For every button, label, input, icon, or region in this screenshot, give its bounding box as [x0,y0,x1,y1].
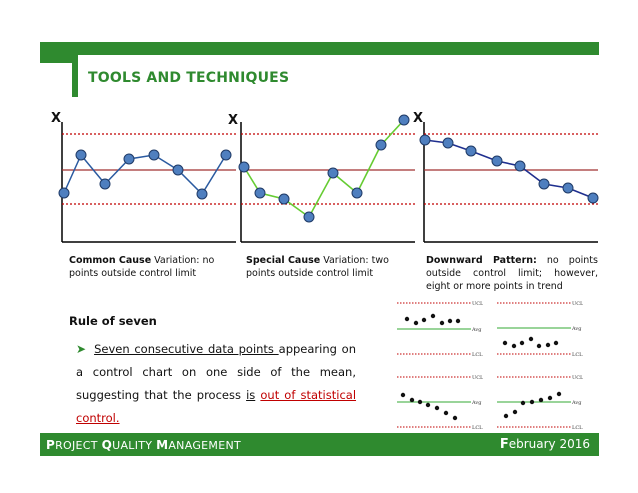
data-point [422,318,426,322]
ucl-label: UCL [472,301,483,307]
data-point [503,341,507,345]
footer-title [46,438,241,452]
data-point [513,410,517,414]
avg-label: Avg [472,327,482,333]
data-point [376,140,386,150]
data-point [530,400,534,404]
data-point [76,150,86,160]
data-point [515,161,525,171]
data-point [239,162,249,172]
data-point [492,156,502,166]
data-point [548,396,552,400]
footer-text: ROJECT [55,439,102,452]
caption-text: Variation: two points outside control limit [246,255,389,279]
rule-segment: Seven consecutive data points [94,342,279,356]
data-point [124,154,134,164]
data-point [557,392,561,396]
footer-cap: M [156,438,169,452]
caption-text: no points outside control limit; however, eight or more points in trend [426,255,598,292]
arrow-bullet-icon: ➤ [76,342,87,356]
data-point [466,146,476,156]
caption-bold: Downward Pattern: [426,255,537,266]
data-point [588,193,598,203]
ucl-label: UCL [572,301,583,307]
data-point [414,321,418,325]
data-point [456,319,460,323]
rule-segment-highlight: out of statistical control. [76,388,357,425]
caption-special-cause [246,254,406,280]
rule-segment: is [246,388,256,402]
ucl-label: UCL [572,375,583,381]
caption-downward-pattern [426,254,598,293]
axis-x-label: X [228,113,239,128]
page-title: TOOLS AND TECHNIQUES [88,70,290,86]
data-point [426,403,430,407]
rule-text [76,338,356,430]
common-cause-chart [48,108,238,248]
data-point [563,183,573,193]
rule-title: Rule of seven [69,314,157,328]
data-point [512,344,516,348]
avg-label: Avg [572,400,582,406]
downward-pattern-chart [410,108,600,248]
data-point [537,344,541,348]
ucl-label: UCL [472,375,483,381]
data-point [304,212,314,222]
data-point [453,416,457,420]
footer-date [500,437,590,452]
lcl-label: LCL [572,425,583,431]
lcl-label: LCL [472,425,483,431]
footer-text: UALITY [112,439,157,452]
mini-chart-above-mean [393,298,483,358]
data-point [279,194,289,204]
avg-label: Avg [472,400,482,406]
data-point [539,179,549,189]
footer-cap: F [499,437,509,452]
rule-segment: appearing on a control chart on one side of the mean, suggesting that the process [76,342,356,402]
data-point [444,411,448,415]
footer-cap: Q [101,438,113,452]
data-point [448,319,452,323]
data-point [401,393,405,397]
data-point [328,168,338,178]
caption-common-cause [69,254,234,280]
data-point [504,414,508,418]
lcl-label: LCL [472,352,483,358]
data-point [410,398,414,402]
data-point [520,341,524,345]
data-point [59,188,69,198]
data-point [405,317,409,321]
data-point [197,189,207,199]
data-point [100,179,110,189]
caption-bold: Special Cause [246,255,321,266]
footer-text: ebruary 2016 [508,437,590,451]
data-point [521,401,525,405]
series-line [64,155,226,194]
data-point [420,135,430,145]
caption-text: Variation: no points outside control limit [69,255,215,279]
data-point [440,321,444,325]
data-point [529,337,533,341]
special-cause-chart [227,108,417,248]
axis-x-label: X [51,111,62,126]
data-point [418,400,422,404]
caption-bold: Common Cause [69,255,152,266]
mini-chart-downward [393,372,483,432]
mini-chart-upward [493,372,583,432]
data-point [435,406,439,410]
data-point [443,138,453,148]
data-point [546,343,550,347]
data-point [431,314,435,318]
mini-chart-below-mean [493,298,583,358]
series-line [244,120,404,217]
footer-cap: P [46,438,56,452]
data-point [352,188,362,198]
data-point [255,188,265,198]
data-point [554,341,558,345]
data-point [399,115,409,125]
axis-x-label: X [413,111,424,126]
avg-label: Avg [572,326,582,332]
footer-text: ANAGEMENT [168,439,242,452]
data-point [173,165,183,175]
lcl-label: LCL [572,352,583,358]
data-point [149,150,159,160]
data-point [539,398,543,402]
